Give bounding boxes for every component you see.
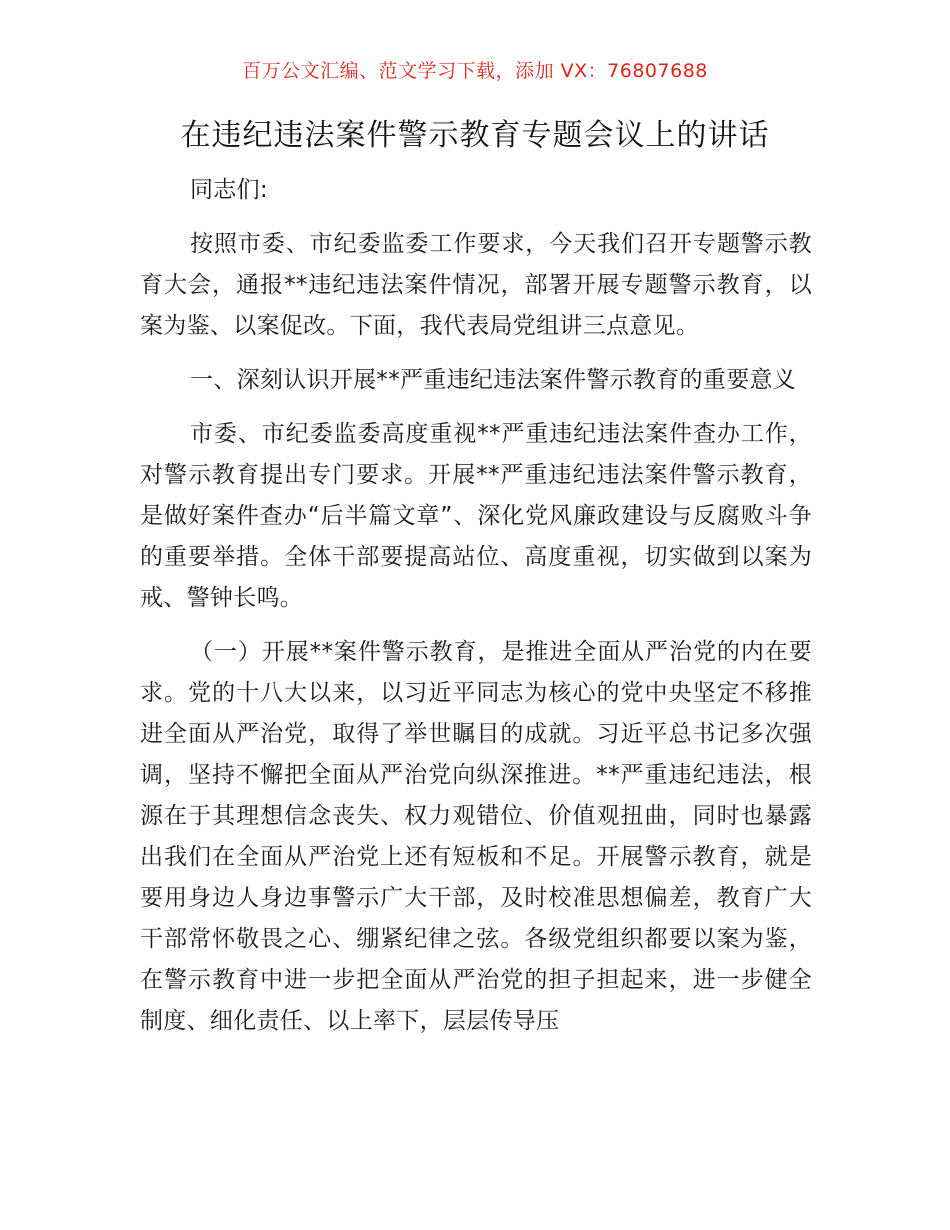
paragraph-subsection-1: （一）开展**案件警示教育，是推进全面从严治党的内在要求。党的十八大以来，以习近平同志为核心的党中央坚定不移推进全面从严治党，取得了举世瞩目的成就。习近平总书记多次强调，坚持不懈把全面从严治党向纵深推进。**严重违纪违法，根源在于其理想信念丧失、权力观错位、价值观扭曲，同时也暴露出我们在全面从严治党上还有短板和不足。开展警示教育，就是要用身边人身边事警示广大干部，及时校准思想偏差，教育广大干部常怀敬畏之心、绷紧纪律之弦。各级党组织都要以案为鉴，在警示教育中进一步把全面从严治党的担子担起来，进一步健全制度、细化责任、以上率下，层层传导压 — [140, 639, 812, 1034]
document-body — [140, 170, 812, 1042]
section-heading-1: 一、深刻认识开展**严重违纪违法案件警示教育的重要意义 — [190, 367, 797, 393]
promo-banner: 百万公文汇编、范文学习下载，添加 VX：76807688 — [242, 60, 708, 82]
paragraph-section-1: 市委、市纪委监委高度重视**严重违纪违法案件查办工作，对警示教育提出专门要求。开展**严重违纪违法案件警示教育，是做好案件查办“后半篇文章”、深化党风廉政建设与反腐败斗争的重要举措。全体干部要提高站位、高度重视，切实做到以案为戒、警钟长鸣。 — [140, 421, 812, 611]
greeting: 同志们: — [190, 177, 268, 203]
paragraph-intro: 按照市委、市纪委监委工作要求，今天我们召开专题警示教育大会，通报**违纪违法案件情况，部署开展专题警示教育，以案为鉴、以案促改。下面，我代表局党组讲三点意见。 — [140, 231, 812, 339]
document-title: 在违纪违法案件警示教育专题会议上的讲话 — [180, 118, 770, 153]
